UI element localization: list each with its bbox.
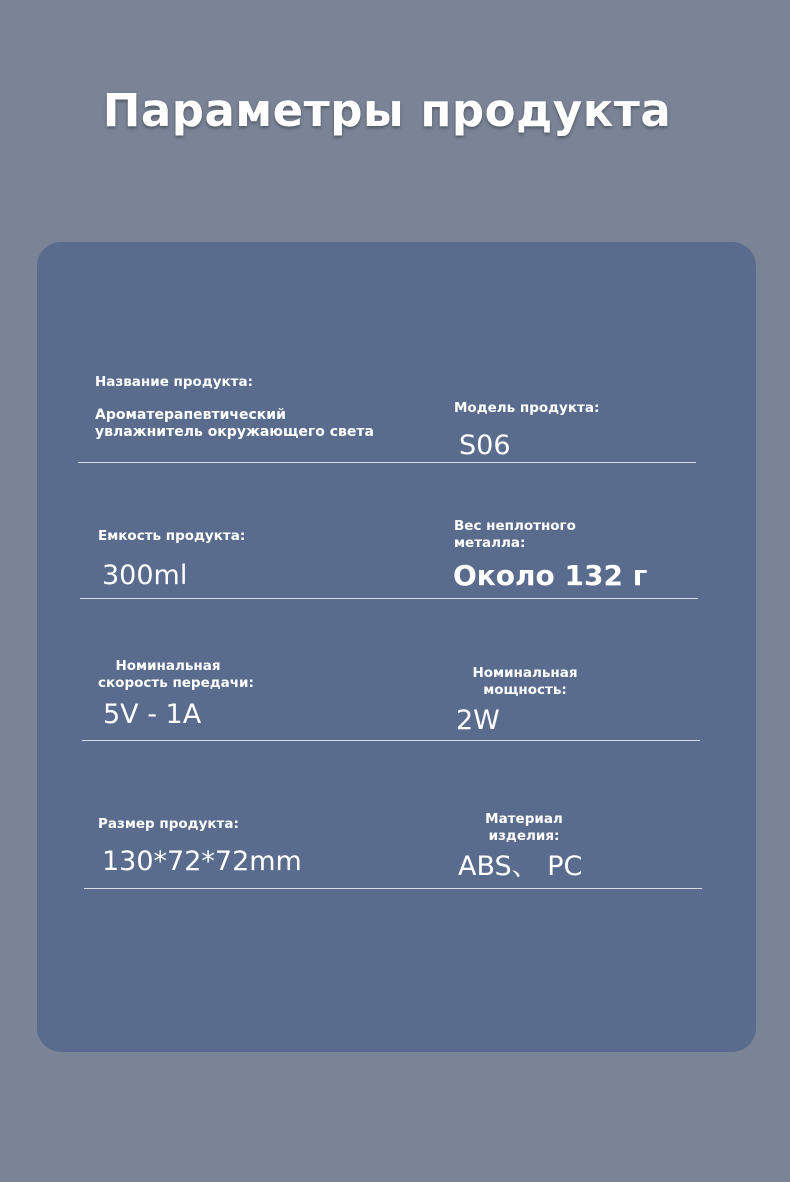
material-label-line2: изделия: xyxy=(488,828,560,844)
weight-label-line2: металла: xyxy=(454,535,526,551)
rated-speed-value: 5V - 1A xyxy=(103,699,202,730)
specs-card xyxy=(37,242,756,1052)
rated-power-label-line1: Номинальная xyxy=(472,665,578,681)
page-title: Параметры продукта xyxy=(102,84,672,137)
product-name-label: Название продукта: xyxy=(95,374,254,390)
model-value: S06 xyxy=(459,430,511,461)
rated-power-label-line2: мощность: xyxy=(483,682,567,698)
size-value: 130*72*72mm xyxy=(102,846,302,877)
product-name-value-line2: увлажнитель окружающего света xyxy=(95,424,374,440)
model-label: Модель продукта: xyxy=(454,400,600,416)
row-divider-3 xyxy=(82,740,700,741)
row-divider-4 xyxy=(84,888,702,889)
row-divider-1 xyxy=(78,462,696,463)
size-label: Размер продукта: xyxy=(98,816,239,832)
row-divider-2 xyxy=(80,598,698,599)
product-name-value-line1: Ароматерапевтический xyxy=(95,407,286,423)
material-value: ABS、 PC xyxy=(458,851,583,882)
rated-speed-label-line2: скорость передачи: xyxy=(98,675,254,691)
weight-label-line1: Вес неплотного xyxy=(454,518,576,534)
capacity-value: 300ml xyxy=(102,560,188,591)
rated-speed-label-line1: Номинальная xyxy=(115,658,221,674)
material-label-line1: Материал xyxy=(485,811,563,827)
capacity-label: Емкость продукта: xyxy=(98,528,246,544)
rated-power-value: 2W xyxy=(456,705,500,736)
weight-value: Около 132 г xyxy=(453,559,648,592)
